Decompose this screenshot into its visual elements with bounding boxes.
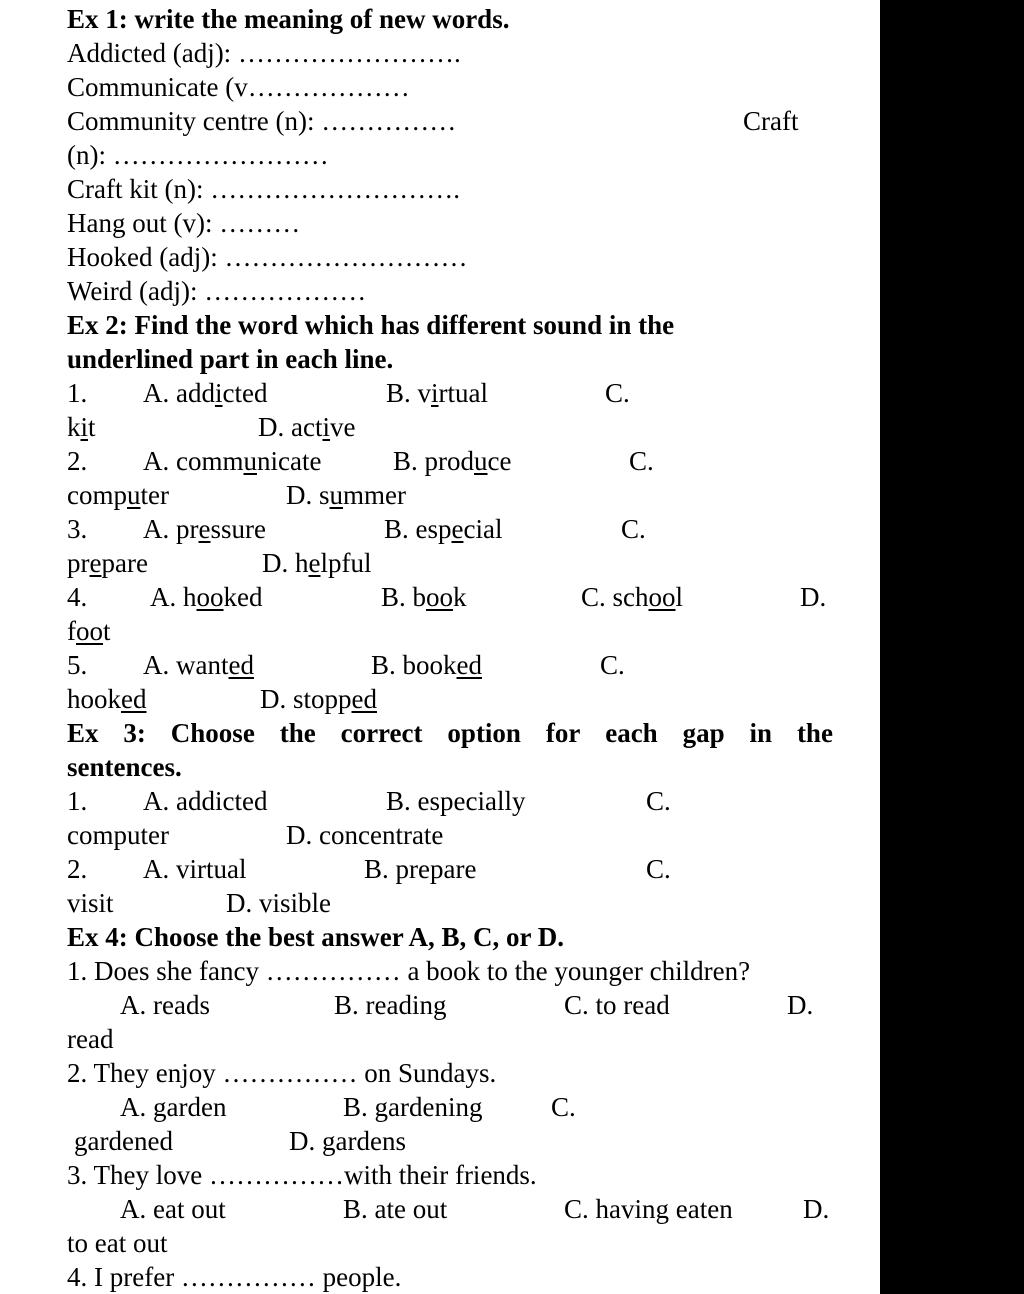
ex1-heading: Ex 1: write the meaning of new words. <box>67 4 510 34</box>
ex1-craft-n: (n): …………………… <box>67 140 329 170</box>
ex2-q5-option-d: D. stopped <box>260 684 377 714</box>
ex4-q2-option-c-word: gardened <box>74 1126 173 1156</box>
ex3-q1-option-c-word: computer <box>67 820 169 850</box>
ex3-heading-word: Choose <box>170 718 255 748</box>
ex2-q3-option-a: A. pressure <box>143 514 266 544</box>
ex3-heading-line1 <box>67 716 833 750</box>
ex4-q2-stem: 2. They enjoy …………… on Sundays. <box>67 1058 497 1088</box>
ex3-q2-option-b: B. prepare <box>364 854 477 884</box>
ex1-craft-word: Craft <box>743 106 799 136</box>
ex3-q2-option-c-word: visit <box>67 888 114 918</box>
ex3-heading-word: for <box>545 718 581 748</box>
ex3-q1-option-a: A. addicted <box>143 786 268 816</box>
ex4-q1-option-d-word: read <box>67 1024 114 1054</box>
ex2-q1-option-a: A. addicted <box>143 378 268 408</box>
ex3-heading-word: 3: <box>123 718 146 748</box>
ex1-addicted: Addicted (adj): ……………………. <box>67 38 461 68</box>
ex4-q2-option-d: D. gardens <box>289 1126 406 1156</box>
ex2-q5-option-b: B. booked <box>371 650 482 680</box>
ex1-hooked: Hooked (adj): ……………………… <box>67 242 468 272</box>
ex1-weird: Weird (adj): ……………… <box>67 276 367 306</box>
ex1-community-centre: Community centre (n): …………… <box>67 106 457 136</box>
ex4-q1-option-d-label: D. <box>787 990 814 1020</box>
ex4-q3-option-a: A. eat out <box>120 1194 226 1224</box>
ex4-q3-option-b: B. ate out <box>343 1194 448 1224</box>
ex3-heading-word: gap <box>682 718 725 748</box>
ex2-q2-option-d: D. summer <box>286 480 406 510</box>
ex2-q5-option-c-label: C. <box>600 650 625 680</box>
ex3-q2-option-d: D. visible <box>226 888 331 918</box>
ex2-heading-line2: underlined part in each line. <box>67 344 394 374</box>
ex4-q3-stem: 3. They love ……………with their friends. <box>67 1160 537 1190</box>
ex2-q5-number: 5. <box>67 650 88 680</box>
ex4-heading: Ex 4: Choose the best answer A, B, C, or D. <box>67 922 565 952</box>
ex3-q2-option-c-label: C. <box>646 854 671 884</box>
ex4-q1-option-b: B. reading <box>334 990 447 1020</box>
ex3-q1-number: 1. <box>67 786 88 816</box>
ex1-communicate: Communicate (v……………… <box>67 72 410 102</box>
ex4-q3-option-c: C. having eaten <box>564 1194 733 1224</box>
ex4-q3-option-d-word: to eat out <box>67 1228 168 1258</box>
ex4-q4-stem: 4. I prefer …………… people. <box>67 1262 402 1292</box>
ex4-q2-option-b: B. gardening <box>343 1092 483 1122</box>
ex2-q3-option-d: D. helpful <box>262 548 372 578</box>
ex1-hang-out: Hang out (v): ……… <box>67 208 301 238</box>
ex3-heading-word: option <box>447 718 521 748</box>
ex2-q5-option-a: A. wanted <box>143 650 254 680</box>
ex2-q4-option-b: B. book <box>381 582 467 612</box>
ex3-q1-option-c-label: C. <box>646 786 671 816</box>
ex4-q3-option-d-label: D. <box>803 1194 830 1224</box>
ex2-q3-option-c-label: C. <box>621 514 646 544</box>
ex3-heading-word: each <box>605 718 658 748</box>
ex3-q1-option-b: B. especially <box>386 786 526 816</box>
ex2-q1-option-c-word: kit <box>67 412 96 442</box>
ex2-q4-option-a: A. hooked <box>150 582 263 612</box>
ex3-heading-word: in <box>749 718 773 748</box>
ex2-q4-option-c: C. school <box>581 582 684 612</box>
ex4-q2-option-c-label: C. <box>551 1092 576 1122</box>
ex3-heading-word: the <box>279 718 316 748</box>
ex2-q2-option-b: B. produce <box>393 446 512 476</box>
ex2-q1-option-d: D. active <box>258 412 356 442</box>
ex2-q3-number: 3. <box>67 514 88 544</box>
ex4-q1-option-c: C. to read <box>564 990 670 1020</box>
ex3-q2-option-a: A. virtual <box>143 854 247 884</box>
ex2-q5-option-c-word: hooked <box>67 684 147 714</box>
ex2-q4-option-d-label: D. <box>800 582 827 612</box>
ex3-q2-number: 2. <box>67 854 88 884</box>
ex2-q2-option-a: A. communicate <box>143 446 322 476</box>
ex2-q1-option-c-label: C. <box>605 378 630 408</box>
ex2-q2-option-c-label: C. <box>629 446 654 476</box>
ex2-q1-option-b: B. virtual <box>386 378 489 408</box>
ex2-q4-option-d-word: foot <box>67 616 111 646</box>
ex4-q1-option-a: A. reads <box>120 990 210 1020</box>
ex3-q1-option-d: D. concentrate <box>286 820 444 850</box>
ex2-q1-number: 1. <box>67 378 88 408</box>
ex4-q1-stem: 1. Does she fancy …………… a book to the younger children? <box>67 956 751 986</box>
ex3-heading-word: the <box>796 718 833 748</box>
ex3-heading-word: Ex <box>67 718 99 748</box>
ex2-q4-number: 4. <box>67 582 88 612</box>
ex2-q2-number: 2. <box>67 446 88 476</box>
ex2-heading-line1: Ex 2: Find the word which has different sound in the <box>67 310 675 340</box>
ex2-q3-option-c-word: prepare <box>67 548 148 578</box>
ex2-q2-option-c-word: computer <box>67 480 169 510</box>
ex3-heading-line2: sentences. <box>67 752 182 782</box>
ex3-heading-word: correct <box>340 718 423 748</box>
ex4-q2-option-a: A. garden <box>120 1092 227 1122</box>
ex2-q3-option-b: B. especial <box>384 514 503 544</box>
ex1-craft-kit: Craft kit (n): ………………………. <box>67 174 460 204</box>
